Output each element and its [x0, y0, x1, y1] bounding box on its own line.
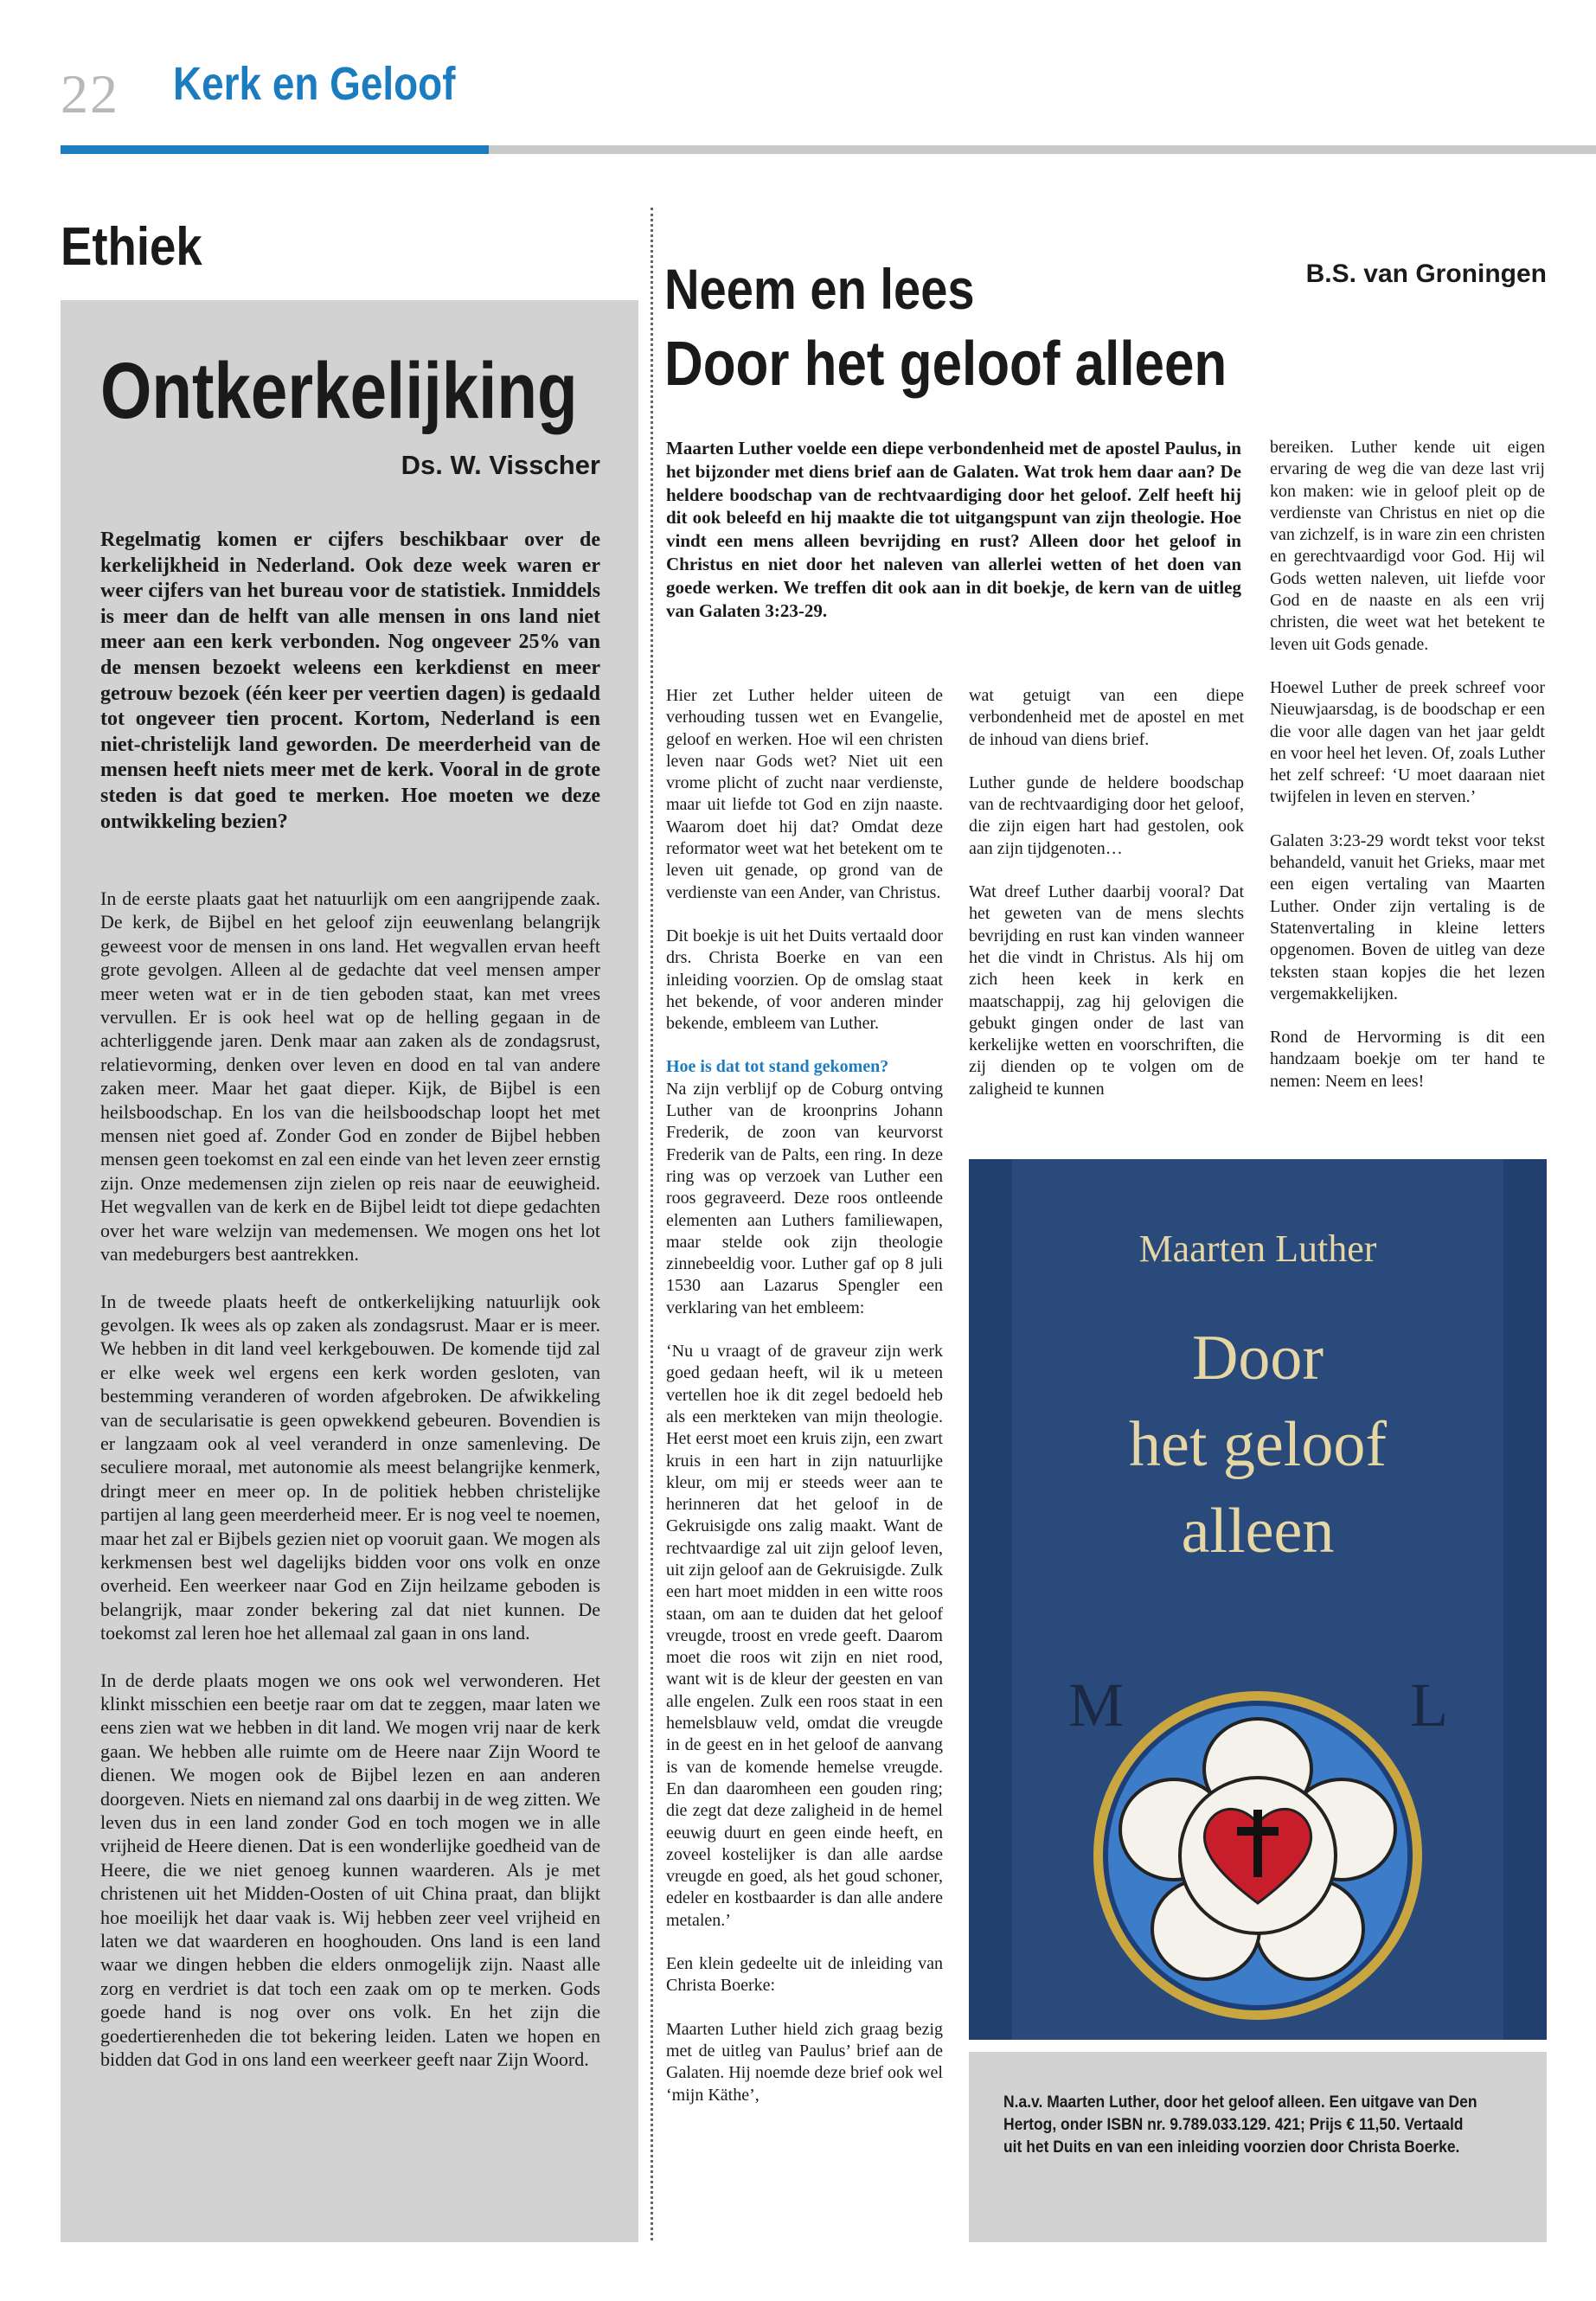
page-number: 22: [61, 63, 119, 125]
article-kicker: Neem en lees: [664, 257, 975, 321]
body-paragraph: Galaten 3:23-29 wordt tekst voor tekst behandeld, vanuit het Grieks, maar met een eigen vertaling van Maarten Luther. Onder zijn vertaling is de Statenvertaling in kleine letters opgenomen. Boven de uitleg van deze teksten staan kopjes die het lezen vergemakkelijken.: [1270, 830, 1545, 1003]
book-title-line: het geloof: [1129, 1409, 1387, 1480]
body-paragraph: Rond de Hervorming is dit een handzaam boekje om ter hand te nemen: Neem en lees!: [1270, 1028, 1545, 1091]
text-column-3: [1270, 437, 1545, 1114]
body-paragraph: Dit boekje is uit het Duits vertaald door drs. Christa Boerke en van een inleiding voorzien. Op de omslag staat het bekende, of voor anderen minder bekende, embleem van Luther.: [666, 926, 943, 1034]
body-paragraph: Hier zet Luther helder uiteen de verhouding tussen wet en Evangelie, geloof en werken. Hoe wil een christen leven naar Gods wet? Niet uit een vrome plicht of zucht naar verdienste, maar uit liefde tot God en zijn naaste. Waarom doet hij dat? Omdat deze reformator weet wat het betekent om te leven uit genade, op grond van de verdienste van een Ander, van Christus.: [666, 686, 943, 902]
body-paragraph: Wat dreef Luther daarbij vooral? Dat het geweten van de mens slechts bevrijding en rust kan vinden wanneer het die vindt in Christus. Als hij om zich heen keek in kerk en maatschappij, zag hij gelovigen die gebukt gingen onder de last van kerkelijke wetten en voorschriften, die zij dienden op te volgen om de zaligheid te kunnen: [969, 882, 1244, 1099]
article-body: [100, 887, 600, 2095]
article-author: Ds. W. Visscher: [401, 450, 600, 480]
book-caption: N.a.v. Maarten Luther, door het geloof alleen. Een uitgave van Den Hertog, onder ISBN nr. 9.789.033.129. 421; Prijs € 11,50. Vertaald uit het Duits en van een inleiding voorzien door Christa Boerke.: [1003, 2093, 1477, 2157]
category-label: Ethiek: [61, 217, 202, 277]
luther-rose-icon: [969, 1159, 1547, 2040]
book-title-line: alleen: [1181, 1496, 1335, 1567]
body-paragraph: wat getuigt van een diepe verbondenheid met de apostel en met de inhoud van diens brief.: [969, 686, 1244, 749]
body-paragraph: In de tweede plaats heeft de ontkerkelijking natuurlijk ook gevolgen. Ik wees als op zaken als zondagsrust. Maar er is meer. We hebben in dit land veel kerkgebouwen. De komende tijd zal er elke week wel ergens een kerk worden gesloten, van bestemming veranderen of worden afgebroken. De afwikkeling van de secularisatie is geen opwekkend gebeuren. Bovendien is er langzaam ook al veel veranderd in onze samenleving. De seculiere moraal, met autonomie als meest belangrijke kenmerk, dringt meer en meer op. In de politiek hebben christelijke partijen al lang geen meerderheid meer. Er is nog veel te noemen, maar het zal er Bijbels gezien niet op vooruit gaan. We mogen als kerkmensen best wel dagelijks bidden voor ons volk en onze overheid. Een weerkeer naar God en Zijn heilzame geboden is belangrijk, maar zonder bekering zal dat niet kunnen. De toekomst zal leren hoe het allemaal zal gaan in ons land.: [100, 1290, 600, 1644]
article-title-right: Door het geloof alleen: [664, 330, 1227, 399]
body-paragraph: ‘Nu u vraagt of de graveur zijn werk goed gedaan heeft, wil ik u meteen vertellen hoe ik dit zegel bedoeld heb als een merkteken van mijn theologie. Het eerst moet een kruis zijn, een zwart kruis in een hart in zijn natuurlijke kleur, om mij er steeds weer aan te herinneren dat het geloof in de Gekruisigde ons zalig maakt. Want de rechtvaardige zal uit zijn geloof leven, uit zijn geloof aan de Gekruisigde. Zulk een hart moet midden in een witte roos staan, om aan te duiden dat het geloof vreugde, troost en vrede geeft. Daarom moet die roos wit zijn en niet rood, want wit is de kleur der geesten en van alle engelen. Zulk een roos staat in een hemelsblauw veld, omdat die vreugde in de geest en in het geloof de aanvang is van de komende hemelse vreugde. En dan daaromheen een gouden ring; die zegt dat deze zaligheid in de hemel eeuwig duurt en geen einde heeft, en zoveel kostelijker is dan alle aardse vreugde en goed, als het goud schoner, edeler en kostbaarder is dan alle andere metalen.’: [666, 1342, 943, 1930]
body-paragraph: Na zijn verblijf op de Coburg ontving Luther van de kroonprins Johann Frederik, de zoon van keurvorst Frederik van de Palts, een ring. In deze ring was op verzoek van Luther een roos gegraveerd. Deze roos ontleende elementen aan Luthers familiewapen, maar stelde ook zijn theologie zinnebeeldig voor. Luther gaf op 8 juli 1530 aan Lazarus Spengler een verklaring van het embleem:: [666, 1079, 943, 1317]
body-paragraph: Een klein gedeelte uit de inleiding van Christa Boerke:: [666, 1954, 943, 1996]
article-title: Ontkerkelijking: [100, 347, 578, 435]
monogram-l: L: [1410, 1670, 1448, 1740]
article-author-right: B.S. van Groningen: [1305, 260, 1547, 288]
book-author: Maarten Luther: [1138, 1227, 1377, 1270]
header-rule-accent: [61, 145, 489, 154]
subheading: Hoe is dat tot stand gekomen?: [666, 1057, 889, 1077]
text-column-2: [969, 685, 1244, 1122]
body-paragraph: Maarten Luther hield zich graag bezig met de uitleg van Paulus’ brief aan de Galaten. Hij noemde deze brief ook wel ‘mijn Käthe’,: [666, 2019, 943, 2105]
body-paragraph: In de eerste plaats gaat het natuurlijk om een aangrijpende zaak. De kerk, de Bijbel en het geloof zijn eeuwenlang belangrijk geweest voor de mensen in ons land. Het wegvallen ervan heeft grote gevolgen. Alleen al de gedachte dat veel mensen amper meer weten wat er in de tien geboden staat, kan met vrees vervullen. Er is ook heel wat op de helling gegaan in de achterliggende jaren. Denk maar aan zaken als de zondagsrust, relatievorming, denken over leven en dood en tal van andere zaken meer. Maar het gaat dieper. Kijk, de Bijbel is een heilsboodschap. En los van die heilsboodschap loopt het met mensen niet goed af. Zonder God en zonder de Bijbel hebben mensen geen toekomst en zal een einde van het leven zeer ernstig zijn. Onze medemensen zijn zielen op reis naar de eeuwigheid. Het wegvallen van de kerk en de Bijbel leidt tot diepe gedachten over het ware welzijn van medemensen. We mogen ons het lot van medeburgers best aantrekken.: [100, 888, 600, 1266]
monogram-m: M: [1068, 1670, 1125, 1740]
book-title-line: Door: [1191, 1323, 1324, 1394]
body-paragraph: bereiken. Luther kende uit eigen ervaring de weg die van deze last vrij kon maken: wie in geloof pleit op de verdienste van Christus en niet op die van zichzelf, is in ware zin een christen en gerechtvaardigd voor God. Hij wil Gods wetten naleven, uit liefde voor God en de naaste en als een vrij christen, die weet wat het betekent te leven uit Gods genade.: [1270, 438, 1545, 654]
article-lead: Regelmatig komen er cijfers beschikbaar over de kerkelijkheid in Nederland. Ook deze week waren er weer cijfers van het bureau voor de statistiek. Inmiddels is meer dan de helft van alle mensen in ons land niet meer aan een kerk verbonden. Nog ongeveer 25% van de mensen bezoekt weleens een kerkdienst en meer getrouw bezoek (één keer per veertien dagen) is gedaald tot ongeveer tien procent. Kortom, Nederland is een niet-christelijk land geworden. De meerderheid van de mensen heeft niets meer met de kerk. Vooral in de grote steden is dat goed te merken. Hoe moeten we deze ontwikkeling bezien?: [100, 529, 600, 833]
body-paragraph: Luther gunde de heldere boodschap van de rechtvaardiging door het geloof, die zijn eigen hart had gestolen, ook aan zijn tijdgenoten…: [969, 772, 1244, 858]
section-title: Kerk en Geloof: [173, 58, 456, 110]
column-divider: [651, 208, 653, 2240]
text-column-1: [666, 685, 943, 2128]
body-paragraph: Hoewel Luther de preek schreef voor Nieuwjaarsdag, is de boodschap er een die voor alle dagen van het jaar geldt en voor heel het leven. Of, zoals Luther het zelf schreef: ‘U moet daaraan niet twijfelen in leven en sterven.’: [1270, 677, 1545, 807]
book-cover-image: [969, 1159, 1547, 2040]
article-lead-right: Maarten Luther voelde een diepe verbondenheid met de apostel Paulus, in het bijzonder met diens brief aan de Galaten. Wat trok hem daar aan? De heldere boodschap van de rechtvaardiging door het geloof. Zelf heeft hij dit ook beleefd en hij maakte die tot uitgangspunt van zijn theologie. Hoe vindt een mens alleen bevrijding en rust? Alleen door het geloof in Christus en niet door het naleven van allerlei wetten of het doen van goede werken. We treffen dit ook aan in dit boekje, de kern van de uitleg van Galaten 3:23-29.: [666, 438, 1241, 621]
body-paragraph: In de derde plaats mogen we ons ook wel verwonderen. Het klinkt misschien een beetje raar om dat te zeggen, maar laten we eens zien wat we hebben in dit land. We mogen vrij naar de kerk gaan. We hebben alle ruimte om de Heere naar Zijn Woord te dienen. We mogen ook de Bijbel lezen en aan anderen doorgeven. Niets en niemand zal ons daarbij in de weg zitten. We leven dus in een land zonder God en toch mogen we in alle vrijheid de Heere dienen. Dat is een wonderlijke goedheid van de Heere, die we niet genoeg kunnen waarderen. Als je met christenen uit het Midden-Oosten of uit China praat, dan blijkt hoe moeilijk het daar vaak is. Wij hebben zeer veel vrijheid en laten we dat waarderen en hooghouden. Ons land is een land waar we dingen hebben die elders onmogelijk zijn. Naast alle zorg en verdriet is dat toch een zaak om op te merken. Gods goede hand is nog over ons volk. En het zijn die goedertierenheden die tot bekering leiden. Laten we hopen en bidden dat God in ons land een weerkeer geeft naar Zijn Woord.: [100, 1669, 600, 2071]
